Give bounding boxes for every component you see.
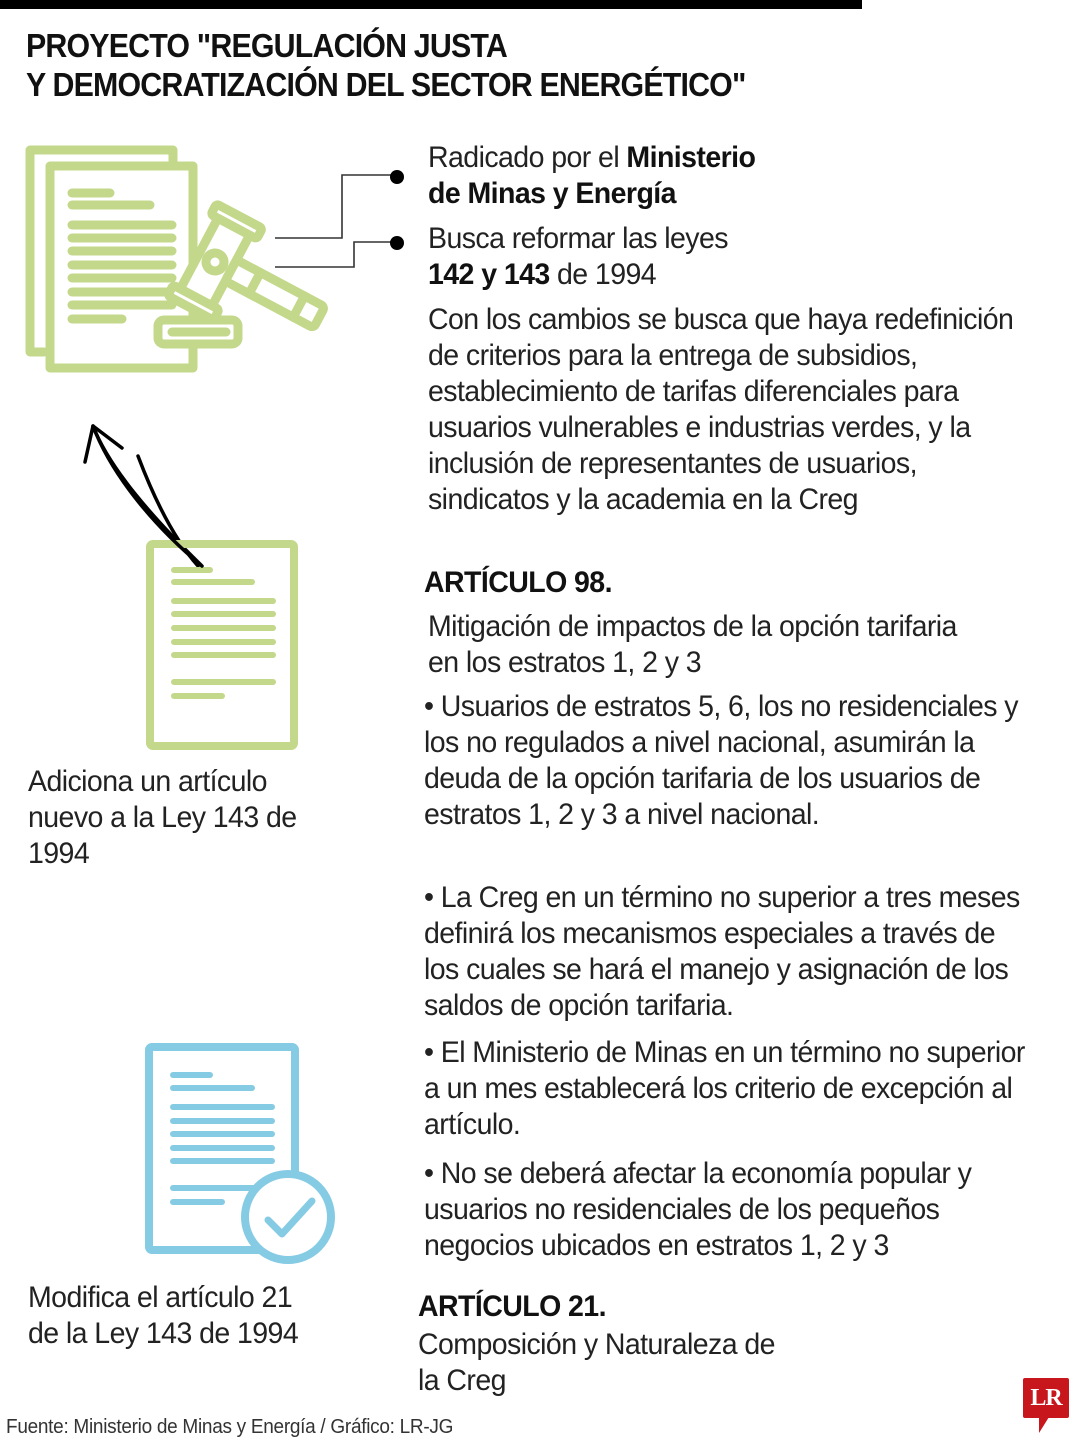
label-adds-article: Adiciona un artículo nuevo a la Ley 143 de 1994 xyxy=(28,765,297,870)
article-98-bullet-3: • El Ministerio de Minas en un término no superior a un mes establecerá los criterio de excepción al artículo. xyxy=(424,1036,1025,1141)
lr-logo xyxy=(1023,1378,1069,1436)
page-title xyxy=(26,26,746,104)
callout-filed-by: Radicado por el Ministerio de Minas y Energía xyxy=(428,141,756,210)
callout-laws-reformed: Busca reformar las leyes 142 y 143 de 1994 xyxy=(428,222,728,291)
documents-gavel-icon xyxy=(0,130,440,390)
lr-logo-tail xyxy=(1039,1417,1049,1433)
intro-description: Con los cambios se busca que haya redefinición de criterios para la entrega de subsidios, establecimiento de tarifas diferenciales para usuarios vulnerables e industrias verdes, y la inclusión de representantes de usuarios, sindicatos y la academia en la Creg xyxy=(428,303,1014,516)
document-check-icon-blue xyxy=(120,1030,350,1260)
title-line-1: PROYECTO "REGULACIÓN JUSTA xyxy=(26,27,507,64)
title-line-2: Y DEMOCRATIZACIÓN DEL SECTOR ENERGÉTICO" xyxy=(26,66,746,103)
article-21-heading: ARTÍCULO 21. xyxy=(418,1290,606,1323)
label-modifies-article: Modifica el artículo 21 de la Ley 143 de 1994 xyxy=(28,1281,299,1350)
top-rule xyxy=(0,0,862,9)
source-footer: Fuente: Ministerio de Minas y Energía / Gráfico: LR-JG xyxy=(6,1416,454,1438)
article-98-bullet-4: • No se deberá afectar la economía popular y usuarios no residenciales de los pequeños negocios ubicados en estratos 1, 2 y 3 xyxy=(424,1157,972,1262)
article-98-bullet-1: • Usuarios de estratos 5, 6, los no residenciales y los no regulados a nivel nacional, asumirán la deuda de la opción tarifaria de los usuarios de estratos 1, 2 y 3 a nivel nacional. xyxy=(424,690,1018,831)
article-98-bullet-2: • La Creg en un término no superior a tres meses definirá los mecanismos especiales a través de los cuales se hará el manejo y asignación de los saldos de opción tarifaria. xyxy=(424,881,1020,1022)
arrow-tail-cover xyxy=(60,410,320,760)
article-21-subtitle: Composición y Naturaleza de la Creg xyxy=(418,1328,775,1397)
article-98-heading: ARTÍCULO 98. xyxy=(424,566,612,599)
lr-logo-text: LR xyxy=(1023,1378,1069,1418)
article-98-subtitle: Mitigación de impactos de la opción tarifaria en los estratos 1, 2 y 3 xyxy=(428,610,957,679)
